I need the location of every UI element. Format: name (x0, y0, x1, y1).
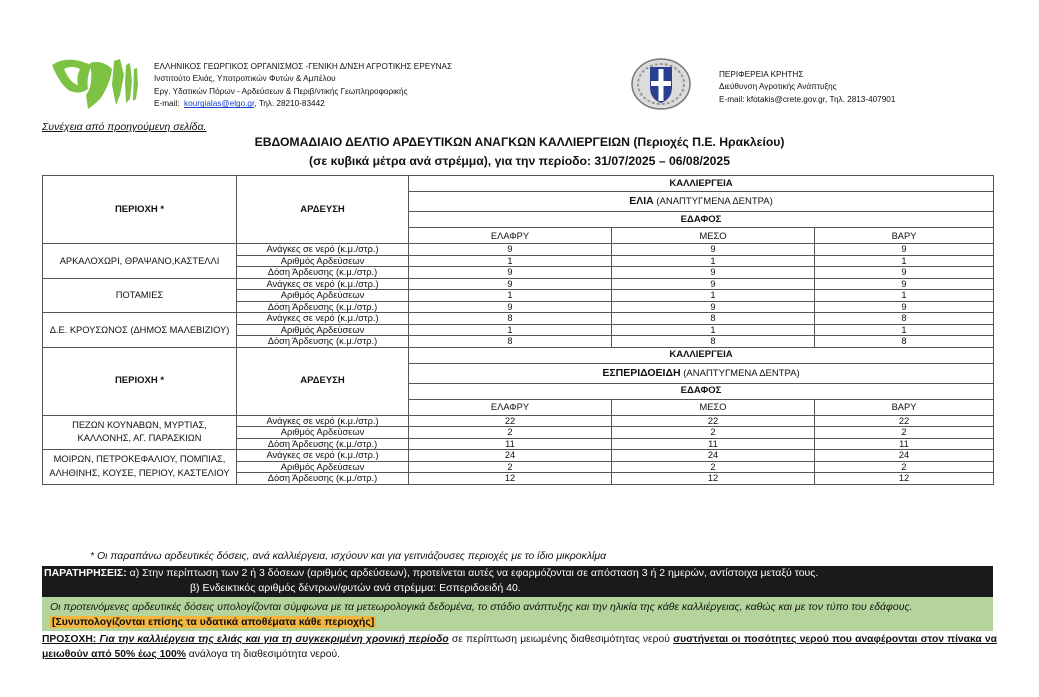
institute-name: Ινστιτούτο Ελιάς, Υποτροπικών Φυτών & Αμπέλου (154, 74, 336, 84)
table-header-row (43, 347, 994, 363)
crop-note: (ΑΝΑΠΤΥΓΜΕΝΑ ΔΕΝΤΡΑ) (653, 196, 773, 207)
row-label-needs: Ανάγκες σε νερό (κ.μ./στρ.) (237, 313, 409, 325)
value-cell: 9 (815, 267, 994, 279)
soil-medium-header: ΜΕΣΟ (612, 399, 815, 415)
value-cell: 9 (409, 267, 612, 279)
remarks-bar-2 (42, 581, 993, 597)
value-cell: 9 (612, 244, 815, 256)
header-right (625, 55, 945, 115)
value-cell: 8 (612, 336, 815, 348)
area-name: ΑΡΚΑΛΟΧΩΡΙ, ΘΡΑΨΑΝΟ,ΚΑΣΤΕΛΛΙ (43, 244, 237, 279)
crop-name: ΕΣΠΕΡΙΔΟΕΙΔΗ (602, 366, 681, 379)
warning-label: ΠΡΟΣΟΧΗ: (42, 634, 97, 645)
value-cell: 22 (612, 415, 815, 427)
row-label-dose: Δόση Άρδευσης (κ.μ./στρ.) (237, 336, 409, 348)
table-row (43, 278, 994, 290)
area-name: ΜΟΙΡΩΝ, ΠΕΤΡΟΚΕΦΑΛΙΟΥ, ΠΟΜΠΙΑΣ, ΑΛΗΘΙΝΗΣ, ΚΟΥΣΕ, ΠΕΡΙΟΥ, ΚΑΣΤΕΛΙΟΥ (43, 450, 237, 485)
directorate-name: Διεύθυνση Αγροτικής Ανάπτυξης (719, 82, 837, 92)
value-cell: 8 (409, 336, 612, 348)
row-label-needs: Ανάγκες σε νερό (κ.μ./στρ.) (237, 450, 409, 462)
crop-header: ΚΑΛΛΙΕΡΓΕΙΑ (409, 176, 994, 192)
row-label-count: Αριθμός Αρδεύσεων (237, 255, 409, 267)
phone-text: , Τηλ. 28210-83442 (254, 99, 325, 109)
page-subtitle: (σε κυβικά μέτρα ανά στρέμμα), για την περίοδο: 31/07/2025 – 06/08/2025 (309, 154, 730, 168)
soil-light-header: ΕΛΑΦΡΥ (409, 228, 612, 244)
table-row (43, 313, 994, 325)
value-cell: 9 (409, 244, 612, 256)
value-cell: 9 (815, 278, 994, 290)
crop-name: ΕΛΙΑ (629, 195, 654, 207)
org-name: ΕΛΛΗΝΙΚΟΣ ΓΕΩΡΓΙΚΟΣ ΟΡΓΑΝΙΣΜΟΣ -ΓΕΝΙΚΗ Δ/ΝΣΗ ΑΓΡΟΤΙΚΗΣ ΕΡΕΥΝΑΣ (154, 62, 453, 71)
warning-end: ανάλογα τη διαθεσιμότητα νερού. (185, 649, 340, 660)
header-right-text (719, 69, 895, 106)
value-cell: 9 (612, 278, 815, 290)
contact-line (154, 98, 452, 110)
remarks-bar (42, 566, 993, 581)
value-cell: 9 (409, 301, 612, 313)
crop-name-cell (409, 363, 994, 383)
value-cell: 2 (815, 461, 994, 473)
header-left-text (154, 61, 452, 111)
value-cell: 1 (815, 255, 994, 267)
value-cell: 9 (815, 244, 994, 256)
row-label-dose: Δόση Άρδευσης (κ.μ./στρ.) (237, 438, 409, 450)
region-contact: E-mail: kfotakis@crete.gov.gr, Τηλ. 2813-407901 (719, 94, 896, 104)
soil-header: ΕΔΑΦΟΣ (409, 383, 994, 399)
area-name: Δ.Ε. ΚΡΟΥΣΩΝΟΣ (ΔΗΜΟΣ ΜΑΛΕΒΙΖΙΟΥ) (43, 313, 237, 348)
elgo-logo (50, 55, 140, 111)
value-cell: 22 (409, 415, 612, 427)
value-cell: 9 (409, 278, 612, 290)
soil-light-header: ΕΛΑΦΡΥ (409, 399, 612, 415)
table-row (43, 415, 994, 427)
value-cell: 24 (409, 450, 612, 462)
irrigation-table (42, 175, 994, 485)
value-cell: 1 (815, 324, 994, 336)
value-cell: 8 (815, 336, 994, 348)
value-cell: 11 (409, 438, 612, 450)
remarks-label: ΠΑΡΑΤΗΡΗΣΕΙΣ: (44, 567, 127, 579)
page-title: ΕΒΔΟΜΑΔΙΑΙΟ ΔΕΛΤΙΟ ΑΡΔΕΥΤΙΚΩΝ ΑΝΑΓΚΩΝ ΚΑΛΛΙΕΡΓΕΙΩΝ (Περιοχές Π.Ε. Ηρακλείου) (254, 135, 785, 149)
remark-a: α) Στην περίπτωση των 2 ή 3 δόσεων (αριθμός αρδεύσεων), προτείνεται αυτές να εφαρμόζονται σε απόσταση 3 ή 2 ημερών, αντίστοιχα μεταξύ τους. (126, 567, 819, 579)
warning-emphasis: Για την καλλιέργεια της ελιάς και για τη συγκεκριμένη χρονική περίοδο (96, 634, 449, 645)
crop-note: (ΑΝΑΠΤΥΓΜΕΝΑ ΔΕΝΤΡΑ) (680, 367, 800, 379)
soil-header: ΕΔΑΦΟΣ (409, 212, 994, 228)
email-label: E-mail: (154, 99, 180, 109)
greek-emblem-icon (630, 57, 692, 111)
value-cell: 11 (815, 438, 994, 450)
value-cell: 1 (409, 324, 612, 336)
value-cell: 1 (612, 324, 815, 336)
area-name: ΠΕΖΩΝ ΚΟΥΝΑΒΩΝ, ΜΥΡΤΙΑΣ, ΚΑΛΛΟΝΗΣ, ΑΓ. ΠΑΡΑΣΚΙΩΝ (43, 415, 237, 450)
value-cell: 1 (612, 255, 815, 267)
table-header-row (43, 176, 994, 192)
note-highlight: [Συνυπολογίζονται επίσης τα υδατικά αποθέματα κάθε περιοχής] (52, 616, 375, 628)
value-cell: 11 (612, 438, 815, 450)
value-cell: 1 (815, 290, 994, 302)
lab-name: Εργ. Υδατικών Πόρων - Αρδεύσεων & Περιβ/ντικής Γεωπληροφορικής (154, 86, 408, 96)
value-cell: 12 (612, 473, 815, 485)
value-cell: 12 (409, 473, 612, 485)
value-cell: 1 (409, 290, 612, 302)
row-label-needs: Ανάγκες σε νερό (κ.μ./στρ.) (237, 278, 409, 290)
value-cell: 8 (409, 313, 612, 325)
warning-mid: σε περίπτωση μειωμένης διαθεσιμότητας νερού (448, 634, 674, 645)
region-name: ΠΕΡΙΦΕΡΕΙΑ ΚΡΗΤΗΣ (719, 70, 804, 79)
value-cell: 9 (612, 267, 815, 279)
header-left (50, 55, 490, 115)
value-cell: 8 (612, 313, 815, 325)
table-row (43, 450, 994, 462)
continued-note: Συνέχεια από προηγούμενη σελίδα. (42, 121, 207, 133)
value-cell: 9 (815, 301, 994, 313)
row-label-needs: Ανάγκες σε νερό (κ.μ./στρ.) (237, 415, 409, 427)
crop-name-cell (409, 192, 994, 212)
row-label-dose: Δόση Άρδευσης (κ.μ./στρ.) (237, 267, 409, 279)
row-label-count: Αριθμός Αρδεύσεων (237, 290, 409, 302)
row-label-dose: Δόση Άρδευσης (κ.μ./στρ.) (237, 473, 409, 485)
row-label-count: Αριθμός Αρδεύσεων (237, 324, 409, 336)
note-text: Οι προτεινόμενες αρδευτικές δόσεις υπολογίζονται σύμφωνα με τα μετεωρολογικά δεδομένα, το στάδιο ανάπτυξης και την ηλικία της κάθε καλλιέργειας, καθώς και με τον τύπο του εδάφους. (50, 601, 913, 613)
value-cell: 2 (409, 427, 612, 439)
irrigation-header: ΑΡΔΕΥΣΗ (237, 347, 409, 415)
value-cell: 2 (612, 427, 815, 439)
value-cell: 24 (815, 450, 994, 462)
email-link[interactable]: kourgialas@elgo.gr (184, 99, 255, 109)
value-cell: 1 (612, 290, 815, 302)
value-cell: 2 (409, 461, 612, 473)
area-name: ΠΟΤΑΜΙΕΣ (43, 278, 237, 313)
value-cell: 2 (612, 461, 815, 473)
remark-b: β) Ενδεικτικός αριθμός δέντρων/φυτών ανά στρέμμα: Εσπεριδοειδή 40. (190, 582, 521, 594)
soil-heavy-header: ΒΑΡΥ (815, 399, 994, 415)
value-cell: 12 (815, 473, 994, 485)
warning-recommendation: συστήνεται οι ποσότητες νερού που αναφέρονται στον πίνακα να μειωθούν από 50% έως 100% (42, 634, 997, 660)
value-cell: 22 (815, 415, 994, 427)
value-cell: 24 (612, 450, 815, 462)
value-cell: 8 (815, 313, 994, 325)
value-cell: 1 (409, 255, 612, 267)
area-header: ΠΕΡΙΟΧΗ * (43, 176, 237, 244)
row-label-needs: Ανάγκες σε νερό (κ.μ./στρ.) (237, 244, 409, 256)
crop-header: ΚΑΛΛΙΕΡΓΕΙΑ (409, 347, 994, 363)
warning-paragraph (42, 632, 997, 662)
area-header: ΠΕΡΙΟΧΗ * (43, 347, 237, 415)
footnote: * Οι παραπάνω αρδευτικές δόσεις, ανά καλλιέργεια, ισχύουν και για γειτνιάζουσες περιοχές με το ίδιο μικροκλίμα (90, 550, 607, 562)
soil-heavy-header: ΒΑΡΥ (815, 228, 994, 244)
row-label-count: Αριθμός Αρδεύσεων (237, 461, 409, 473)
value-cell: 9 (612, 301, 815, 313)
irrigation-header: ΑΡΔΕΥΣΗ (237, 176, 409, 244)
soil-medium-header: ΜΕΣΟ (612, 228, 815, 244)
table-row (43, 244, 994, 256)
row-label-dose: Δόση Άρδευσης (κ.μ./στρ.) (237, 301, 409, 313)
note-box (42, 597, 993, 631)
value-cell: 2 (815, 427, 994, 439)
row-label-count: Αριθμός Αρδεύσεων (237, 427, 409, 439)
